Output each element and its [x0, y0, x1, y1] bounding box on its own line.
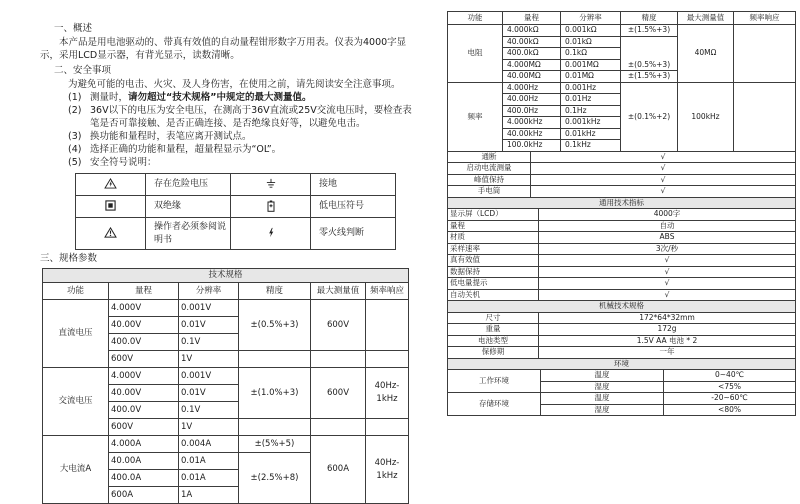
- range-cell: 400.0V: [109, 402, 179, 419]
- spec-label-cell: 尺寸: [448, 312, 539, 324]
- table-row: [448, 174, 796, 186]
- item-text: 36V以下的电压为安全电压，在测高于36V直流或25V交流电压时，要检查表笔是否可靠接触、是否正确连接、是否绝缘良好等，以避免电击。: [90, 105, 412, 129]
- acc-cell: ±(0.5%+3): [239, 300, 311, 351]
- item-text-normal: 测量时，: [90, 92, 129, 103]
- function-cell: 频率: [448, 82, 503, 151]
- column-header: 量程: [109, 283, 179, 300]
- column-header: 分辨率: [179, 283, 239, 300]
- env-param-cell: 温度: [541, 370, 664, 382]
- table-row: [448, 151, 796, 163]
- max-cell: [311, 419, 366, 436]
- technical-specs-table: [42, 268, 409, 504]
- acc-cell: ±(0.1%+2): [621, 82, 678, 151]
- spec-value-cell: 172*64*32mm: [539, 312, 796, 324]
- freq-cell: [366, 351, 409, 368]
- spec-label-cell: 采样速率: [448, 243, 539, 255]
- env-param-cell: 湿度: [541, 381, 664, 393]
- table-row: [448, 197, 796, 209]
- range-cell: 40.00Hz: [503, 94, 561, 106]
- symbol-label: 零火线判断: [311, 218, 396, 250]
- range-cell: 4.000MΩ: [503, 59, 561, 71]
- resolution-cell: 0.01kΩ: [561, 36, 621, 48]
- table-row: [448, 82, 796, 94]
- resolution-cell: 0.01MΩ: [561, 71, 621, 83]
- mechanical-specs-table: [447, 300, 796, 359]
- acc-cell: [239, 351, 311, 368]
- safety-item: [68, 104, 412, 130]
- resolution-cell: 0.001V: [179, 300, 239, 317]
- spec-label-cell: 自动关机: [448, 289, 539, 301]
- safety-symbols-table: [75, 173, 396, 250]
- danger-voltage-icon: [76, 174, 146, 196]
- table-row: [448, 186, 796, 198]
- acc-cell: ±(0.5%+3): [621, 36, 678, 71]
- spec-value-cell: 172g: [539, 324, 796, 336]
- spec-value-cell: √: [531, 151, 796, 163]
- column-header: 功能: [43, 283, 109, 300]
- acc-cell: [239, 419, 311, 436]
- symbol-label: 接地: [311, 174, 396, 196]
- right-column: [447, 12, 795, 416]
- acc-cell: ±(1.5%+3): [621, 71, 678, 83]
- freq-cell: [734, 25, 796, 83]
- acc-cell: ±(5%+5): [239, 436, 311, 453]
- column-header: 功能: [448, 12, 503, 25]
- column-header: 精度: [239, 283, 311, 300]
- range-cell: 40.00A: [109, 453, 179, 470]
- item-text: 选择正确的功能和量程，超量程显示为“OL”。: [90, 144, 282, 155]
- spec-value-cell: √: [531, 186, 796, 198]
- safety-item: [68, 143, 412, 156]
- table-row: [43, 283, 409, 300]
- item-number: (2): [68, 105, 82, 116]
- function-cell: 电阻: [448, 25, 503, 83]
- item-text-bold: 请勿超过“技术规格”中规定的最大测量值。: [128, 92, 312, 103]
- symbol-label: 存在危险电压: [146, 174, 231, 196]
- range-cell: 600A: [109, 487, 179, 504]
- spec-value-cell: √: [531, 174, 796, 186]
- symbol-label: 低电压符号: [311, 196, 396, 218]
- low-battery-icon: [231, 196, 311, 218]
- spec-value-cell: 1.5V AA 电池 * 2: [539, 335, 796, 347]
- freq-cell: [366, 419, 409, 436]
- range-cell: 40.00MΩ: [503, 71, 561, 83]
- live-neutral-test-icon: [231, 218, 311, 250]
- max-cell: 40MΩ: [678, 25, 734, 83]
- environment-table: [447, 358, 796, 417]
- section-title: 机械技术规格: [448, 301, 796, 313]
- overview-body: 本产品是用电池驱动的、带真有效值的自动量程钳形数字万用表。仪表为4000字显示，采用LCD显示器，有背光显示，读数清晰。: [40, 37, 407, 61]
- table-row: [448, 163, 796, 175]
- left-column: [40, 20, 412, 504]
- table-row: [448, 347, 796, 359]
- section-title: 环境: [448, 358, 796, 370]
- env-value-cell: 0~40℃: [664, 370, 796, 382]
- resolution-cell: 0.001kHz: [561, 117, 621, 129]
- table-row: [448, 12, 796, 25]
- spec-label-cell: 重量: [448, 324, 539, 336]
- resolution-cell: 0.1kΩ: [561, 48, 621, 60]
- table-row: [76, 174, 396, 196]
- range-cell: 400.0kΩ: [503, 48, 561, 60]
- range-cell: 4.000Hz: [503, 82, 561, 94]
- resolution-cell: 0.001MΩ: [561, 59, 621, 71]
- table-row: [448, 232, 796, 244]
- resolution-cell: 0.004A: [179, 436, 239, 453]
- range-cell: 4.000kHz: [503, 117, 561, 129]
- range-cell: 400.0Hz: [503, 105, 561, 117]
- resolution-cell: 0.01A: [179, 470, 239, 487]
- table-row: [448, 393, 796, 405]
- column-header: 最大测量值: [311, 283, 366, 300]
- max-cell: 600V: [311, 368, 366, 419]
- spec-label-cell: 低电量提示: [448, 278, 539, 290]
- table-row: [448, 255, 796, 267]
- max-cell: 100kHz: [678, 82, 734, 151]
- spec-label-cell: 通断: [448, 151, 531, 163]
- freq-cell: [734, 82, 796, 151]
- range-cell: 40.00kΩ: [503, 36, 561, 48]
- table-row: [43, 300, 409, 317]
- spec-label-cell: 材质: [448, 232, 539, 244]
- resolution-cell: 0.01V: [179, 317, 239, 334]
- spec-value-cell: √: [539, 278, 796, 290]
- read-manual-icon: [76, 218, 146, 250]
- column-header: 最大测量值: [678, 12, 734, 25]
- spec-value-cell: √: [539, 266, 796, 278]
- safety-item: [68, 91, 412, 104]
- resolution-cell: 0.1V: [179, 334, 239, 351]
- range-cell: 40.00V: [109, 317, 179, 334]
- resistance-frequency-specs-table: [447, 11, 796, 152]
- column-header: 分辨率: [561, 12, 621, 25]
- table-row: [448, 301, 796, 313]
- range-cell: 100.0kHz: [503, 140, 561, 152]
- symbol-label: 双绝缘: [146, 196, 231, 218]
- table-title: 技术规格: [43, 269, 409, 283]
- table-row: [448, 289, 796, 301]
- resolution-cell: 1A: [179, 487, 239, 504]
- range-cell: 4.000V: [109, 300, 179, 317]
- resolution-cell: 0.01A: [179, 453, 239, 470]
- spec-label-cell: 电池类型: [448, 335, 539, 347]
- max-cell: 600A: [311, 436, 366, 504]
- table-row: [448, 220, 796, 232]
- table-row: [448, 243, 796, 255]
- resolution-cell: 0.1V: [179, 402, 239, 419]
- resolution-cell: 0.001kΩ: [561, 25, 621, 37]
- item-number: (5): [68, 157, 82, 168]
- item-number: (3): [68, 131, 82, 142]
- acc-cell: ±(1.5%+3): [621, 25, 678, 37]
- max-cell: 600V: [311, 300, 366, 351]
- spec-label-cell: 保修期: [448, 347, 539, 359]
- resolution-cell: 0.01V: [179, 385, 239, 402]
- env-group-cell: 工作环境: [448, 370, 541, 393]
- spec-label-cell: 数据保持: [448, 266, 539, 278]
- function-cell: 直流电压: [43, 300, 109, 368]
- table-row: [448, 209, 796, 221]
- double-insulation-icon: [76, 196, 146, 218]
- spec-value-cell: √: [531, 163, 796, 175]
- acc-cell: ±(2.5%+8): [239, 453, 311, 504]
- resolution-cell: 0.1kHz: [561, 140, 621, 152]
- range-cell: 4.000kΩ: [503, 25, 561, 37]
- safety-item: [68, 130, 412, 143]
- table-row: [448, 358, 796, 370]
- spec-value-cell: 自动: [539, 220, 796, 232]
- spec-value-cell: 4000字: [539, 209, 796, 221]
- freq-cell: [366, 300, 409, 351]
- max-cell: [311, 351, 366, 368]
- spec-label-cell: 真有效值: [448, 255, 539, 267]
- section-title: 通用技术指标: [448, 197, 796, 209]
- resolution-cell: 1V: [179, 419, 239, 436]
- env-param-cell: 温度: [541, 393, 664, 405]
- table-row: [43, 436, 409, 453]
- env-param-cell: 湿度: [541, 404, 664, 416]
- resolution-cell: 0.01Hz: [561, 94, 621, 106]
- safety-intro: 为避免可能的电击、火灾、及人身伤害，在使用之前，请先阅读安全注意事项。: [68, 79, 401, 90]
- resolution-cell: 0.001Hz: [561, 82, 621, 94]
- env-value-cell: <75%: [664, 381, 796, 393]
- freq-cell: 40Hz-1kHz: [366, 436, 409, 504]
- spec-label-cell: 量程: [448, 220, 539, 232]
- function-cell: 大电流A: [43, 436, 109, 504]
- overview-heading: 一、概述: [54, 23, 93, 34]
- column-header: 频率响应: [734, 12, 796, 25]
- range-cell: 4.000A: [109, 436, 179, 453]
- item-text: 安全符号说明：: [90, 157, 157, 168]
- range-cell: 40.00V: [109, 385, 179, 402]
- symbol-label: 操作者必须参阅说明书: [146, 218, 231, 250]
- resolution-cell: 1V: [179, 351, 239, 368]
- table-row: [448, 266, 796, 278]
- range-cell: 600V: [109, 351, 179, 368]
- spec-value-cell: 3次/秒: [539, 243, 796, 255]
- range-cell: 400.0V: [109, 334, 179, 351]
- item-number: (1): [68, 92, 82, 103]
- table-row: [448, 278, 796, 290]
- resolution-cell: 0.01kHz: [561, 128, 621, 140]
- table-row: [43, 368, 409, 385]
- safety-heading: 二、安全事项: [54, 65, 112, 76]
- table-row: [76, 196, 396, 218]
- table-row: [76, 218, 396, 250]
- item-number: (4): [68, 144, 82, 155]
- range-cell: 600V: [109, 419, 179, 436]
- features-table: [447, 151, 796, 198]
- range-cell: 40.00kHz: [503, 128, 561, 140]
- column-header: 频率响应: [366, 283, 409, 300]
- spec-label-cell: 峰值保持: [448, 174, 531, 186]
- safety-item: [68, 156, 412, 169]
- resolution-cell: 0.001V: [179, 368, 239, 385]
- env-group-cell: 存储环境: [448, 393, 541, 416]
- spec-label-cell: 显示屏（LCD）: [448, 209, 539, 221]
- spec-value-cell: ABS: [539, 232, 796, 244]
- spec-value-cell: 一年: [539, 347, 796, 359]
- spec-value-cell: √: [539, 255, 796, 267]
- spec-label-cell: 手电筒: [448, 186, 531, 198]
- table-row: [448, 324, 796, 336]
- function-cell: 交流电压: [43, 368, 109, 436]
- acc-cell: ±(1.0%+3): [239, 368, 311, 419]
- earth-ground-icon: [231, 174, 311, 196]
- table-row: [43, 269, 409, 283]
- column-header: 量程: [503, 12, 561, 25]
- spec-label-cell: 启动电流测量: [448, 163, 531, 175]
- item-text: 换功能和量程时，表笔应离开测试点。: [90, 131, 252, 142]
- general-specs-table: [447, 197, 796, 302]
- spec-value-cell: √: [539, 289, 796, 301]
- range-cell: 400.0A: [109, 470, 179, 487]
- resolution-cell: 0.1Hz: [561, 105, 621, 117]
- table-row: [448, 312, 796, 324]
- range-cell: 4.000V: [109, 368, 179, 385]
- env-value-cell: -20~60℃: [664, 393, 796, 405]
- table-row: [448, 25, 796, 37]
- specs-heading: 三、规格参数: [40, 253, 98, 264]
- table-row: [448, 335, 796, 347]
- env-value-cell: <80%: [664, 404, 796, 416]
- column-header: 精度: [621, 12, 678, 25]
- item-text: [90, 91, 412, 104]
- freq-cell: 40Hz-1kHz: [366, 368, 409, 419]
- table-row: [448, 370, 796, 382]
